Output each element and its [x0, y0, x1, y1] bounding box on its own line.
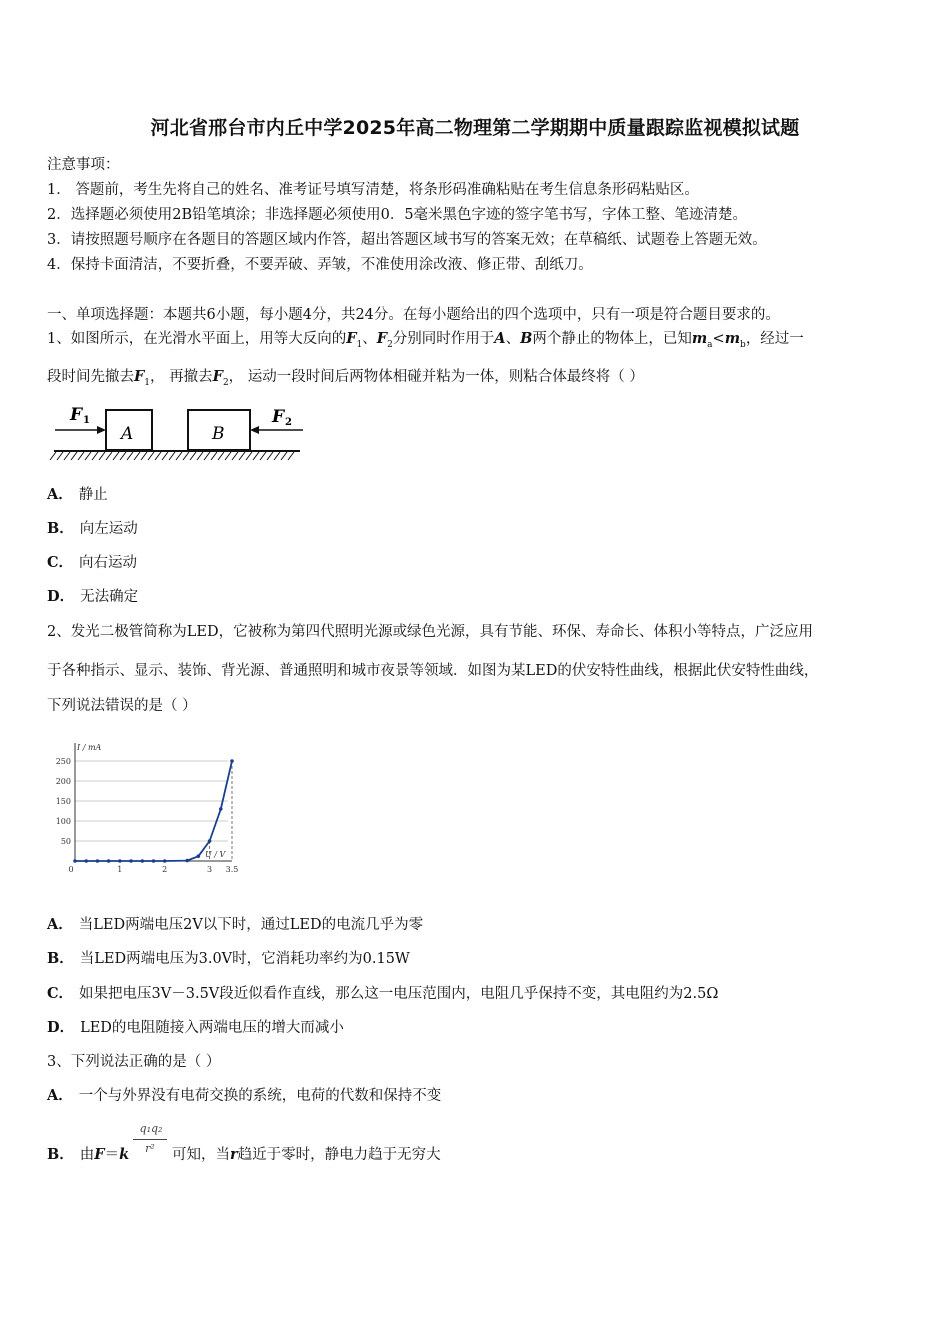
option-text: 静止: [78, 487, 108, 503]
notice-item: 4．保持卡面清洁，不要折叠，不要弄破、弄皱，不准使用涂改液、修正带、刮纸刀。: [47, 257, 593, 273]
option-text: 无法确定: [80, 589, 139, 605]
data-point: [73, 859, 77, 863]
option-label: C．: [47, 554, 74, 571]
x-tick-label: 0: [68, 865, 74, 874]
body-a-symbol: A: [494, 330, 506, 347]
q1-text: ， 运动一段时间后两物体相碰并粘为一体，则粘合体最终将（ ）: [228, 369, 644, 385]
mass-a-symbol: m: [691, 330, 708, 347]
q2-option-c: [47, 982, 718, 1003]
ground-hatch: [50, 452, 294, 460]
f1-symbol: F: [134, 368, 145, 385]
f2-label: F: [272, 407, 285, 427]
led-iv-chart: [50, 735, 239, 877]
less-than: <: [712, 331, 725, 347]
box-b-label: B: [212, 424, 225, 444]
q3-option-a: [47, 1084, 441, 1105]
data-point: [118, 859, 122, 863]
data-point: [96, 859, 100, 863]
force-symbol: F: [94, 1146, 105, 1163]
notice-item: 1． 答题前，考生先将自己的姓名、准考证号填写清楚，将条形码准确粘贴在考生信息条形码粘贴区。: [47, 182, 699, 198]
q2-option-d: [47, 1016, 344, 1037]
f2-arrowhead: [250, 426, 259, 434]
option-text: 由: [79, 1147, 95, 1163]
fraction-bar: [133, 1139, 167, 1140]
option-label: D．: [47, 588, 75, 605]
r-symbol: r: [230, 1146, 238, 1163]
q1-figure: [50, 398, 310, 466]
k-symbol: k: [119, 1146, 130, 1163]
y-tick-label: 100: [55, 817, 71, 826]
option-label: B．: [47, 1146, 74, 1163]
option-text: 当LED两端电压为3.0V时，它消耗功率约为0.15W: [79, 951, 410, 967]
notice-item: 3．请按照题号顺序在各题目的答题区域内作答，超出答题区域书写的答案无效；在草稿纸、试题卷上答题无效。: [47, 232, 767, 248]
option-label: B．: [47, 950, 74, 967]
f2-label-sub: 2: [285, 417, 292, 428]
page-title: 河北省邢台市内丘中学2025年高二物理第二学期期中质量跟踪监视模拟试题: [150, 117, 800, 139]
box-a-label: A: [121, 424, 134, 444]
option-text: 如果把电压3V－3.5V段近似看作直线，那么这一电压范围内，电阻几乎保持不变，其电阻约为2.5Ω: [79, 986, 719, 1002]
y-tick-label: 200: [55, 777, 71, 786]
q1-text: ，经过一: [745, 331, 804, 347]
f1-arrowhead: [97, 426, 106, 434]
data-point: [84, 859, 88, 863]
data-point: [208, 839, 212, 843]
y-tick-label: 50: [60, 837, 71, 846]
data-point: [163, 859, 167, 863]
q3-option-b-rest: [172, 1143, 441, 1164]
q1-text: 段时间先撤去: [47, 369, 134, 385]
data-point: [230, 759, 234, 763]
x-axis-label: U / V: [205, 850, 226, 859]
data-point: [219, 807, 223, 811]
fraction-numerator: q₁q₂: [139, 1122, 163, 1135]
q1-option-d: [47, 585, 138, 606]
q1-text: 、: [505, 331, 521, 347]
option-text: LED的电阻随接入两端电压的增大而减小: [80, 1020, 344, 1036]
y-axis-label: I / mA: [77, 743, 102, 752]
mass-b-sub: b: [740, 339, 746, 350]
data-point: [197, 854, 201, 858]
data-point: [140, 859, 144, 863]
q2-stem-line1: 2、发光二极管简称为LED，它被称为第四代照明光源或绿色光源，具有节能、环保、寿命长、体积小等特点，广泛应用: [47, 624, 814, 640]
q1-text: 1、如图所示，在光滑水平面上，用等大反向的: [47, 331, 347, 347]
x-tick-label: 2: [162, 865, 168, 874]
body-b-symbol: B: [520, 330, 533, 347]
q3-stem: 3、下列说法正确的是（ ）: [47, 1054, 221, 1070]
f2-sub: 2: [387, 339, 393, 350]
q1-option-b: [47, 517, 138, 538]
option-text: 当LED两端电压2V以下时，通过LED的电流几乎为零: [78, 917, 424, 933]
series-line-led: [75, 761, 232, 861]
x-tick-label: 3: [207, 865, 213, 874]
q2-option-b: [47, 947, 410, 968]
fraction-denominator: r²: [145, 1142, 155, 1155]
f1-symbol: F: [346, 330, 357, 347]
q1-text: ， 再撤去: [150, 369, 213, 385]
option-label: A．: [47, 486, 73, 503]
option-label: A．: [47, 1087, 73, 1104]
q1-text: 分别同时作用于: [392, 331, 495, 347]
q3-option-b: [47, 1143, 129, 1164]
q1-stem-line2: [47, 365, 644, 388]
q2-option-a: [47, 913, 423, 934]
f2-symbol: F: [212, 368, 223, 385]
f2-sub: 2: [222, 377, 229, 388]
f1-label: F: [70, 405, 83, 425]
data-point: [107, 859, 111, 863]
x-tick-label: 1: [117, 865, 123, 874]
q1-option-c: [47, 551, 137, 572]
option-label: A．: [47, 916, 73, 933]
option-label: D．: [47, 1019, 75, 1036]
f1-label-sub: 1: [83, 415, 90, 426]
option-text: 趋近于零时，静电力趋于无穷大: [237, 1147, 441, 1163]
q1-text: 、: [362, 331, 377, 347]
f1-sub: 1: [356, 339, 363, 350]
option-text: 一个与外界没有电荷交换的系统，电荷的代数和保持不变: [78, 1088, 442, 1104]
option-text: 向左运动: [79, 521, 138, 537]
mass-a-sub: a: [707, 339, 713, 350]
q1-stem-line1: [47, 327, 804, 350]
data-point: [185, 859, 189, 863]
y-tick-label: 250: [55, 757, 71, 766]
f1-sub: 1: [144, 377, 151, 388]
q1-text: 两个静止的物体上，已知: [532, 331, 692, 347]
q1-option-a: [47, 483, 108, 504]
data-point: [152, 859, 156, 863]
notice-item: 2．选择题必须使用2B铅笔填涂；非选择题必须使用0．5毫米黑色字迹的签字笔书写，字体工整、笔迹清楚。: [47, 207, 748, 223]
q2-stem-line3: 下列说法错误的是（ ）: [47, 698, 197, 714]
q2-stem-line2: 于各种指示、显示、装饰、背光源、普通照明和城市夜景等领域．如图为某LED的伏安特性曲线，根据此伏安特性曲线，: [47, 663, 819, 679]
y-tick-label: 150: [55, 797, 71, 806]
option-label: B．: [47, 520, 74, 537]
option-label: C．: [47, 985, 74, 1002]
option-text: 可知，当: [172, 1147, 230, 1163]
equals-sign: ＝: [104, 1147, 120, 1163]
f2-symbol: F: [376, 330, 388, 347]
option-text: 向右运动: [79, 555, 138, 571]
data-point: [129, 859, 133, 863]
mass-b-symbol: m: [724, 330, 741, 347]
notice-heading: 注意事项：: [47, 157, 120, 173]
x-tick-label: 3.5: [225, 865, 239, 874]
section-heading: 一、单项选择题：本题共6小题，每小题4分，共24分。在每小题给出的四个选项中，只有一项是符合题目要求的。: [47, 307, 780, 323]
